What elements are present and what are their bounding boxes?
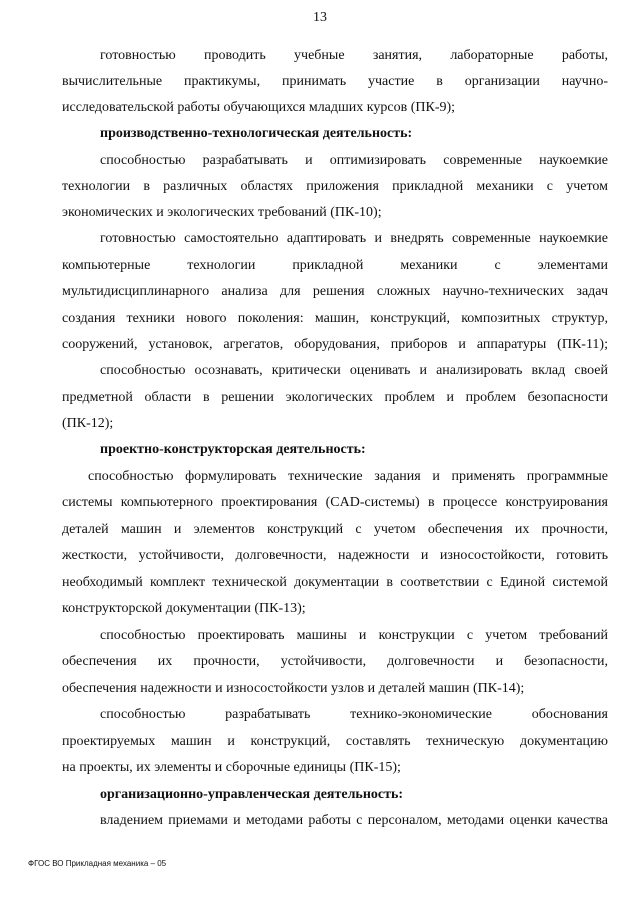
text-line: способностью формулировать технические задания и применять программные <box>88 469 608 484</box>
text-line: (ПК-12); <box>62 416 114 431</box>
text-line: предметной области в решении экологических проблем и проблем безопасности <box>62 390 608 405</box>
text-line: сооружений, установок, агрегатов, оборудования, приборов и аппаратуры (ПК-11); <box>62 337 608 352</box>
section-heading: производственно-технологическая деятельность: <box>100 126 413 141</box>
text-line: компьютерные технологии прикладной механики с элементами <box>62 258 608 273</box>
page-footer: ФГОС ВО Прикладная механика – 05 <box>28 859 167 868</box>
text-line: способностью разрабатывать и оптимизировать современные наукоемкие <box>100 153 608 168</box>
text-line: способностью проектировать машины и конструкции с учетом требований <box>100 628 608 643</box>
text-line: владением приемами и методами работы с персоналом, методами оценки качества <box>100 813 608 828</box>
text-line: конструкторской документации (ПК-13); <box>62 601 306 616</box>
text-line: способностью осознавать, критически оценивать и анализировать вклад своей <box>100 363 608 378</box>
text-line: технологии в различных областях приложения прикладной механики с учетом <box>62 179 608 194</box>
text-line: необходимый комплект технической документации в соответствии с Единой системой <box>62 575 608 590</box>
page-number: 13 <box>313 10 327 25</box>
section-heading: проектно-конструкторская деятельность: <box>100 442 366 457</box>
text-line: экономических и экологических требований (ПК-10); <box>62 205 382 220</box>
text-line: исследовательской работы обучающихся младших курсов (ПК-9); <box>62 100 456 115</box>
section-heading: организационно-управленческая деятельность: <box>100 787 404 802</box>
text-line: системы компьютерного проектирования (CAD-системы) в процессе конструирования <box>62 495 608 510</box>
text-line: вычислительные практикумы, принимать участие в организации научно- <box>62 74 608 89</box>
text-line: на проекты, их элементы и сборочные единицы (ПК-15); <box>62 760 401 775</box>
text-line: мультидисциплинарного анализа для решения сложных научно-технических задач <box>62 284 608 299</box>
text-line: готовностью проводить учебные занятия, лабораторные работы, <box>100 48 608 63</box>
text-line: жесткости, устойчивости, долговечности, надежности и износостойкости, готовить <box>62 548 608 563</box>
text-line: обеспечения их прочности, устойчивости, долговечности и безопасности, <box>62 654 608 669</box>
text-line: деталей машин и элементов конструкций с учетом обеспечения их прочности, <box>62 522 608 537</box>
text-line: обеспечения надежности и износостойкости узлов и деталей машин (ПК-14); <box>62 681 525 696</box>
text-line: создания техники нового поколения: машин, конструкций, композитных структур, <box>62 311 608 326</box>
text-line: способностью разрабатывать технико-экономические обоснования <box>100 707 608 722</box>
text-line: готовностью самостоятельно адаптировать и внедрять современные наукоемкие <box>100 231 608 246</box>
text-line: проектируемых машин и конструкций, составлять техническую документацию <box>62 734 608 749</box>
